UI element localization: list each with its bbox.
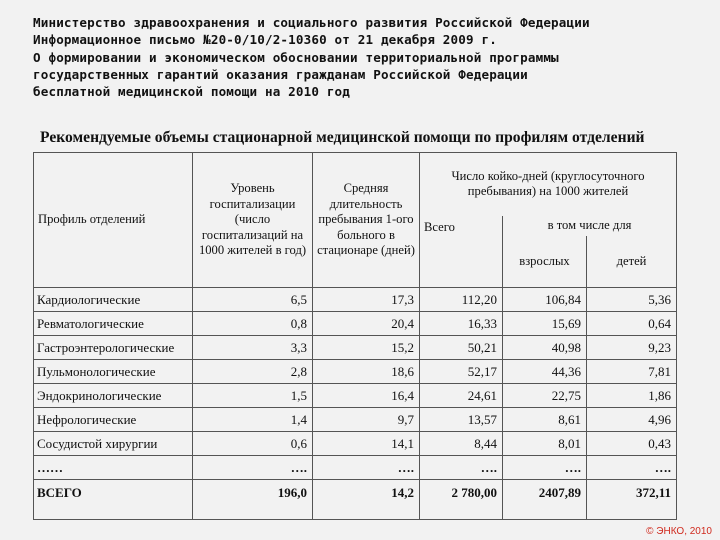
row-level: ….	[193, 456, 313, 480]
row-profile: Эндокринологические	[34, 384, 193, 408]
header-level: Уровень госпитализации (число госпитализаций на 1000 жителей в год)	[193, 153, 313, 288]
table-row	[34, 384, 677, 408]
table-row	[34, 432, 677, 456]
header-total: Всего	[420, 216, 503, 288]
table-row	[34, 360, 677, 384]
table-title: Рекомендуемые объемы стационарной медицинской помощи по профилям отделений	[40, 129, 645, 146]
row-profile: Ревматологические	[34, 312, 193, 336]
row-level: 0,6	[193, 432, 313, 456]
row-adults: 22,75	[503, 384, 587, 408]
row-adults: 44,36	[503, 360, 587, 384]
header-line: Министерство здравоохранения и социального развития Российской Федерации	[33, 15, 590, 30]
row-total: 112,20	[420, 288, 503, 312]
header-line: бесплатной медицинской помощи на 2010 год	[33, 84, 351, 100]
header-duration: Средняя длительность пребывания 1-ого больного в стационаре (дней)	[313, 153, 420, 288]
row-profile: Нефрологические	[34, 408, 193, 432]
row-children: 5,36	[587, 288, 677, 312]
row-level: 2,8	[193, 360, 313, 384]
row-profile: Пульмонологические	[34, 360, 193, 384]
row-total: 50,21	[420, 336, 503, 360]
copyright-notice: © ЭНКО, 2010	[646, 526, 712, 537]
row-children: 1,86	[587, 384, 677, 408]
header-adults: взрослых	[503, 236, 587, 288]
row-children: 0,64	[587, 312, 677, 336]
row-total: 13,57	[420, 408, 503, 432]
row-children: 7,81	[587, 360, 677, 384]
hospital-care-table	[33, 152, 677, 520]
row-adults: 8,01	[503, 432, 587, 456]
row-total: ….	[420, 456, 503, 480]
row-total: 16,33	[420, 312, 503, 336]
total-level: 196,0	[193, 480, 313, 520]
row-level: 3,3	[193, 336, 313, 360]
row-level: 1,5	[193, 384, 313, 408]
header-line: О формировании и экономическом обосновании территориальной программы	[33, 49, 559, 65]
row-duration: 17,3	[313, 288, 420, 312]
total-adults: 2407,89	[503, 480, 587, 520]
table-row-ellipsis	[34, 456, 677, 480]
row-level: 1,4	[193, 408, 313, 432]
row-duration: 14,1	[313, 432, 420, 456]
row-adults: ….	[503, 456, 587, 480]
row-children: 9,23	[587, 336, 677, 360]
row-children: 0,43	[587, 432, 677, 456]
row-adults: 8,61	[503, 408, 587, 432]
row-duration: 16,4	[313, 384, 420, 408]
row-total: 8,44	[420, 432, 503, 456]
row-profile: ……	[34, 456, 193, 480]
row-profile: Кардиологические	[34, 288, 193, 312]
row-profile: Сосудистой хирургии	[34, 432, 193, 456]
total-duration: 14,2	[313, 480, 420, 520]
row-duration: 20,4	[313, 312, 420, 336]
row-duration: 15,2	[313, 336, 420, 360]
table-row	[34, 408, 677, 432]
header-children: детей	[587, 236, 677, 288]
row-level: 6,5	[193, 288, 313, 312]
row-children: ….	[587, 456, 677, 480]
row-duration: 9,7	[313, 408, 420, 432]
row-total: 24,61	[420, 384, 503, 408]
table-row	[34, 312, 677, 336]
header-profile: Профиль отделений	[34, 153, 193, 288]
row-duration: ….	[313, 456, 420, 480]
header-bed-days: Число койко-дней (круглосуточного пребывания) на 1000 жителей	[420, 153, 677, 216]
row-duration: 18,6	[313, 360, 420, 384]
row-adults: 106,84	[503, 288, 587, 312]
row-total: 52,17	[420, 360, 503, 384]
row-adults: 15,69	[503, 312, 587, 336]
table-row	[34, 288, 677, 312]
total-children: 372,11	[587, 480, 677, 520]
row-adults: 40,98	[503, 336, 587, 360]
row-level: 0,8	[193, 312, 313, 336]
total-total: 2 780,00	[420, 480, 503, 520]
document-header	[33, 14, 713, 100]
table-total-row	[34, 480, 677, 520]
total-label: ВСЕГО	[34, 480, 193, 520]
row-children: 4,96	[587, 408, 677, 432]
header-including: в том числе для	[503, 216, 677, 236]
header-line: Информационное письмо №20-0/10/2-10360 от 21 декабря 2009 г.	[33, 32, 497, 48]
header-line: государственных гарантий оказания гражданам Российской Федерации	[33, 66, 528, 82]
table-row	[34, 336, 677, 360]
row-profile: Гастроэнтерологические	[34, 336, 193, 360]
